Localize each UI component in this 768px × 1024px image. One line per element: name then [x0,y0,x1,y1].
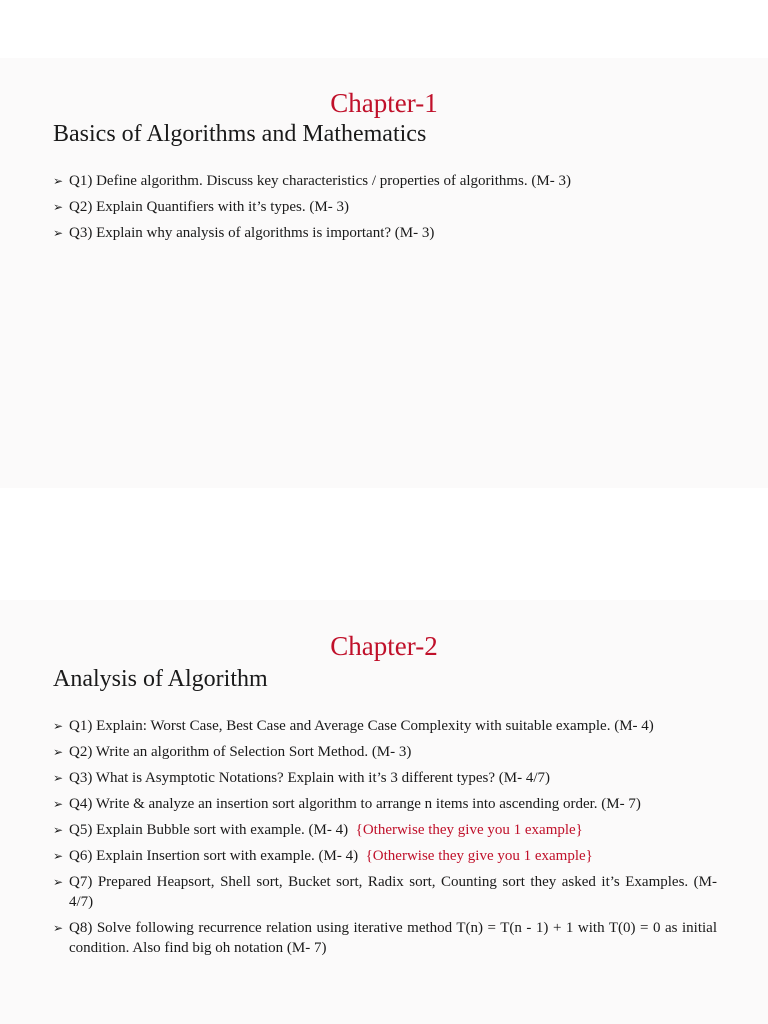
question-item [53,171,717,197]
question-item [53,768,717,788]
question-note: {Otherwise they give you 1 example} [355,822,583,838]
question-item [53,794,717,814]
question-text: Q2) Explain Quantifiers with it’s types. (M- 3) [69,199,349,215]
arrow-bullet-icon: ➢ [53,226,64,240]
arrow-bullet-icon: ➢ [53,200,64,214]
chapter-title: Chapter-2 [330,631,438,661]
arrow-bullet-icon: ➢ [53,745,64,759]
question-text: Q5) Explain Bubble sort with example. (M- 4) [69,822,349,838]
arrow-bullet-icon: ➢ [53,771,64,785]
chapter-subtitle: Analysis of Algorithm [53,666,268,692]
question-text: Q3) What is Asymptotic Notations? Explain with it’s 3 different types? (M- 4/7) [69,770,551,786]
slide-chapter-1 [0,58,768,488]
slide-chapter-2 [0,600,768,1024]
chapter-subtitle: Basics of Algorithms and Mathematics [53,121,427,147]
arrow-bullet-icon: ➢ [53,797,64,811]
question-list [53,716,717,964]
chapter-title: Chapter-1 [330,88,438,118]
question-item [53,197,717,223]
arrow-bullet-icon: ➢ [53,719,64,733]
arrow-bullet-icon: ➢ [53,875,64,889]
question-text: Q7) Prepared Heapsort, Shell sort, Bucket sort, Radix sort, Counting sort they asked it’s Examples. (M- 4/7) [69,874,717,910]
question-item [53,918,717,958]
question-note: {Otherwise they give you 1 example} [365,848,593,864]
question-item [53,846,717,866]
arrow-bullet-icon: ➢ [53,921,64,935]
question-item [53,223,717,249]
question-text: Q1) Explain: Worst Case, Best Case and Average Case Complexity with suitable example. (M- 4) [69,718,654,734]
arrow-bullet-icon: ➢ [53,849,64,863]
arrow-bullet-icon: ➢ [53,823,64,837]
question-list [53,171,717,249]
question-text: Q6) Explain Insertion sort with example. (M- 4) [69,848,359,864]
question-text: Q1) Define algorithm. Discuss key characteristics / properties of algorithms. (M- 3) [69,173,571,189]
question-item [53,872,717,912]
question-text: Q8) Solve following recurrence relation using iterative method T(n) = T(n - 1) + 1 with T(0) = 0 as initial condition. Also find big oh notation (M- 7) [69,920,717,956]
question-text: Q4) Write & analyze an insertion sort algorithm to arrange n items into ascending order. (M- 7) [69,796,641,812]
question-item [53,742,717,762]
question-item [53,820,717,840]
arrow-bullet-icon: ➢ [53,174,64,188]
question-item [53,716,717,736]
question-text: Q3) Explain why analysis of algorithms is important? (M- 3) [69,225,435,241]
question-text: Q2) Write an algorithm of Selection Sort Method. (M- 3) [69,744,412,760]
